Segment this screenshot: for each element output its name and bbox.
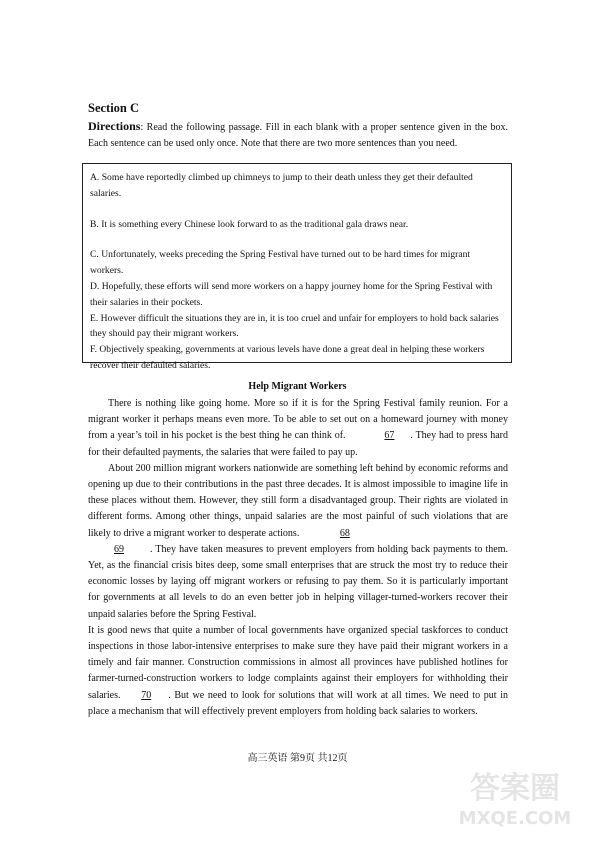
blank-68: 68 — [339, 527, 350, 539]
paragraph-2-text: About 200 million migrant workers nationwide are something left behind by economic reforms and opening up due to their contributions in the past three decades. It is almost impossible to imagine life in these places without them. However, they still form a disadvantaged group. Their rights are violated in different forms. Among other things, unpaid salaries are the most painful of such violations that are likely to drive a migrant worker to desperate actions. — [88, 462, 508, 539]
paragraph-2 — [88, 461, 508, 542]
option-f: F. Objectively speaking, governments at various levels have done a great deal in helping these workers recover their defaulted salaries. — [90, 344, 485, 371]
blank-67: 67 — [384, 430, 395, 442]
option-e: E. However difficult the situations they are in, it is too cruel and unfair for employers to hold back salaries they should pay their migrant workers. — [90, 312, 499, 340]
blank-70: 70 — [141, 689, 152, 701]
paragraph-1-after: . They had to press hard for their defaulted payments, the salaries that were failed to pay up. — [88, 430, 509, 458]
paragraph-4 — [88, 623, 508, 720]
paragraph-3 — [88, 542, 508, 623]
watermark-cn: 答案圈 — [470, 771, 560, 806]
paragraph-4-after: . But we need to look for solutions that will work at all times. We need to put in place a mechanism that will effectively prevent employers from holding back salaries to workers. — [88, 689, 509, 717]
passage-title: Help Migrant Workers — [248, 381, 347, 392]
directions — [88, 118, 508, 152]
watermark-url: MXQE.COM — [458, 808, 572, 829]
page-footer: 高三英语 第9页 共12页 — [247, 753, 348, 764]
section-title: Section C — [88, 101, 140, 115]
paragraph-3-after: . They have taken measures to prevent employers from holding back payments to them. Yet, as the financial crisis bites deep, some small enterprises that are struck the most try to reduce their economic losses by laying off migrant workers or refusing to pay them. So it is particularly important for governments at all levels to do an even better job in helping villager-turned-workers recover their unpaid salaries before the Spring Festival. — [88, 543, 508, 620]
paragraph-1 — [88, 396, 508, 461]
option-b: B. It is something every Chinese look forward to as the traditional gala draws near. — [90, 218, 409, 230]
paragraph-4-text: It is good news that quite a number of local governments have organized special taskforces to conduct inspections in those labor-intensive enterprises to make sure they have paid their migrant workers in a timely and fair manner. Construction commissions in almost all provinces have published hotlines for farmer-turned-construction workers to lodge complaints against their employers for withholding their salaries. — [88, 624, 508, 701]
directions-text: : Read the following passage. Fill in each blank with a proper sentence given in the box. Each sentence can be used only once. Note that there are two more sentences than you need. — [88, 122, 508, 149]
option-c: C. Unfortunately, weeks preceding the Spring Festival have turned out to be hard times for migrant workers. — [90, 249, 471, 277]
options-box — [82, 163, 512, 371]
passage-body — [88, 396, 508, 720]
paragraph-1-text: There is nothing like going home. More so if it is for the Spring Festival family reunion. For a migrant worker it perhaps means even more. To be able to set out on a homeward journey with money from a year’s toil in his pocket is the best thing he can think of. — [88, 398, 508, 442]
watermark-logo — [448, 760, 583, 832]
directions-label: Directions — [88, 119, 141, 133]
option-a: A. Some have reportedly climbed up chimneys to jump to their death unless they get their defaulted salaries. — [90, 172, 473, 199]
blank-69: 69 — [114, 543, 124, 555]
option-d: D. Hopefully, these efforts will send more workers on a happy journey home for the Spring Festival with their salaries in their pockets. — [90, 280, 493, 308]
